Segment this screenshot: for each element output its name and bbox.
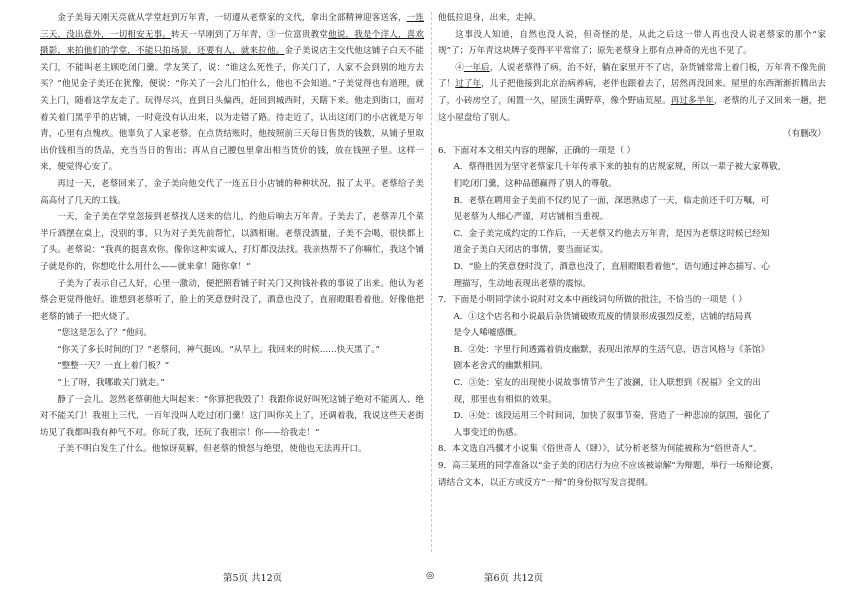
text-run: 金子美每天刚天亮就从学堂赶到万年青，一切遵从老蔡家的文代，拿出全部精神迎客送客， xyxy=(57,13,407,23)
source-note: （有删改） xyxy=(783,129,826,140)
option-a-cont: 们吃闭门羹，这种品德赢得了别人的尊敬。 xyxy=(453,178,617,189)
paragraph: 他低拉退身，出来，走掉。 xyxy=(438,13,542,23)
question-8: 8．本文选自冯骥才小说集《俗世奇人（肆）》，试分析老蔡为何能被称为“俗世奇人”。 xyxy=(438,444,762,455)
option-c-cont: 现，那里也有相似的效果。 xyxy=(453,394,557,405)
paragraph: 子美为了表示自己人好，心里一激动，便把照看铺子时关门又拘钱补救的事说了出来。他认为老蔡会更觉得他好。谁想到老蔡听了，脸上的笑意登时没了，酒意也没了，直眉瞪眼看着他。好像他把老蔡的铺子一把火烧了。 xyxy=(40,278,424,322)
paragraph: 静了一会儿。忽然老蔡朝他大叫起来：“你算把我毁了！我跟你说好叫死这铺子绝对不能离人、绝对不能关门！我祖上三代，一百年没叫人吃过闭门羹！这门叫你关上了，还调着我，我说这些天老街坊见了我都叫我有种气不对。你玩了我，还玩了我祖宗！你——给我走！” xyxy=(40,394,424,438)
underlined-text: 他说，我是个洋人，喜欢摄影，来拍他们的学堂，不能只拍场景，还要有人，就来拉 xyxy=(40,29,424,57)
paragraph: “你关了多长时间的门？”老蔡问，神气挺凶。“从早上。我回来的时候……快天黑了。” xyxy=(57,344,380,355)
paragraph: 这事没人知道，自然也没人说，但奇怪的是，从此之后这一带人再也没人说老蔡家的那个“家规”了；万年青这块牌子变得平平常常了；原先老蔡身上那有点神奇的光也不见了。 xyxy=(438,29,826,57)
text-run: 转天一早刚到了万年青，③一位富贵教堂 xyxy=(170,29,329,40)
paragraph: “整整一天？一直上着门板？” xyxy=(57,361,170,372)
option-a: A．①这个店名和小说最后杂货铺破败荒废的情景形成强烈反差，店铺的结局真 xyxy=(453,311,752,322)
option-b-cont: 剧本老舍式的幽默相同。 xyxy=(453,361,549,372)
option-b: B．老蔡在聘用金子美前不仅约见了一面，深思熟虑了一天，临走前还千叮万嘱，可 xyxy=(453,195,770,206)
option-a-cont: 是令人唏嘘感慨。 xyxy=(453,328,523,339)
text-run: ④ xyxy=(455,62,464,73)
underlined-text: 再过多半年 xyxy=(670,95,714,106)
paragraph: 子美不明白发生了什么。他惊讶莫解，但老蔡的愤怒与绝望，使他也无法再开口。 xyxy=(57,444,367,455)
column-divider xyxy=(431,12,432,552)
underlined-text: 他。 xyxy=(266,46,285,57)
paragraph: 一天，金子美在学堂忽接到老蔡找人送来的信儿，约他后晌去万年青。子美去了，老蔡弄几个菜半斤酒摆在桌上，没别的事，只为对子美先前帮忙，以酒相谢。老蔡没酒量，子美不会喝，很快都上了头。老蔡说：“我真的挺喜欢你。像你这种实诚人，打灯都没法找。我亲热帮不了你嘛忙，我这个铺子就是你的，你想吃什么用什么——就来拿！随你拿！” xyxy=(40,212,424,272)
option-d-cont: 人事变迁的伤感。 xyxy=(453,427,523,438)
page-number-left: 第5页 共12页 xyxy=(223,573,283,584)
left-column xyxy=(40,10,424,458)
right-column xyxy=(438,10,826,491)
text-run: ，儿子把他接到北京治病养病，老伴也跟着去了，居然再没回来。屋里的东西渐渐折腾出去了，小砖房空了，闲置一久，屋顶生满野草，像个野庙荒屋。 xyxy=(438,79,826,106)
paragraph xyxy=(438,60,826,126)
question-6: 6．下面对本文相关内容的理解，正确的一项是（ ） xyxy=(438,145,636,156)
underlined-text: 一连三天，没出意外，一切相安无事。 xyxy=(40,13,424,40)
question-9: 9．高三某班的同学准备以“金子美的闭店行为应不应该被谅解”为辩题，举行一场辩论赛， xyxy=(438,461,779,472)
paragraph: “上了呀，我哪敢关门就走。” xyxy=(57,378,165,389)
option-b: B．②处：字里行间透露着俏皮幽默，表现出浓厚的生活气息，语言风格与《茶馆》 xyxy=(453,344,770,355)
underlined-text: 过了年 xyxy=(455,79,482,90)
paragraph: “您这是怎么了？”他问。 xyxy=(57,328,152,339)
text-run: ，人说老蔡得了病，治不好，躺在家里开不了店，杂货铺常常上着门板，万年青不像先前了！ xyxy=(438,62,826,90)
option-c: C．金子美完成约定的工作后，一天老蔡又约他去万年青，是因为老蔡这时候已经知 xyxy=(453,228,770,239)
underlined-text: 一年后 xyxy=(463,62,490,73)
option-c-cont: 道金子美白天闭店的事情，要当面证实。 xyxy=(453,245,609,256)
option-d: D．④处：该段运用三个时间词，加快了叙事节奏，营造了一种悲凉的氛围，强化了 xyxy=(453,411,770,422)
option-a: A．蔡得胜因为坚守老蔡家几十年传承下来的独有的店规家规，所以一辈子被大家尊敬， xyxy=(453,162,787,173)
question-9-cont: 请结合文本，以正方或反方“一辩”的身份拟写发言提纲。 xyxy=(438,477,654,488)
center-mark-icon: ◎ xyxy=(426,570,435,581)
option-b-cont: 见老蔡为人细心严谨，对店铺相当重视。 xyxy=(453,212,609,223)
paragraph: 再过一天，老蔡回来了，金子美向他交代了一连五日小店铺的种种状况，报了太平。老蔡给子美高高付了几天的工钱。 xyxy=(40,178,424,206)
option-c: C．③处：室友的出现使小说故事情节产生了波澜，让人联想到《祝福》全文的出 xyxy=(453,378,761,389)
paragraph xyxy=(40,10,424,176)
question-7: 7．下面是小明同学读小说时对文本中画线词句所做的批注，不恰当的一项是（ ） xyxy=(438,295,747,306)
option-d-cont: 理描写，生动地表现出老蔡的震惊。 xyxy=(453,278,591,289)
text-run: ，老蔡的儿子又回来一趟，把这小屋盘给了别人。 xyxy=(438,95,826,123)
text-run: 金子美说店主交代他这铺子白天不能关门，不能叫老主顾吃闭门羹。学友笑了，说：“谁这么死性子，你关门了，人家不会到别的地方去买？”他见金子美还在犹豫，便说：“你关了一会儿门怕什么，他也不会知道。”子美觉得也有道理，就关上门，随着这学友走了。玩得尽兴，直到日头偏西，赶回到城西时，天瞎下来。他走到街口，面对着关着门黑乎乎的店铺，一时竟没有认出来，以为走错了路。待走近了，认出这闭门的小店就是万年青，心里有点愧疚。他辜负了人家老蔡。在点货结账时，他按照前三天每日售货的钱数，从铺子里取出价钱相当的货品，充当当日的售出；再从自己腰包里拿出相当货价的钱，放在钱匣子里。这样一来，便觉得心安了。 xyxy=(40,46,424,173)
option-d: D．“脸上的笑意登时没了，酒意也没了，直眉瞪眼看着他”，语句通过神态描写、心 xyxy=(453,261,770,272)
page-number-right: 第6页 共12页 xyxy=(484,573,544,584)
